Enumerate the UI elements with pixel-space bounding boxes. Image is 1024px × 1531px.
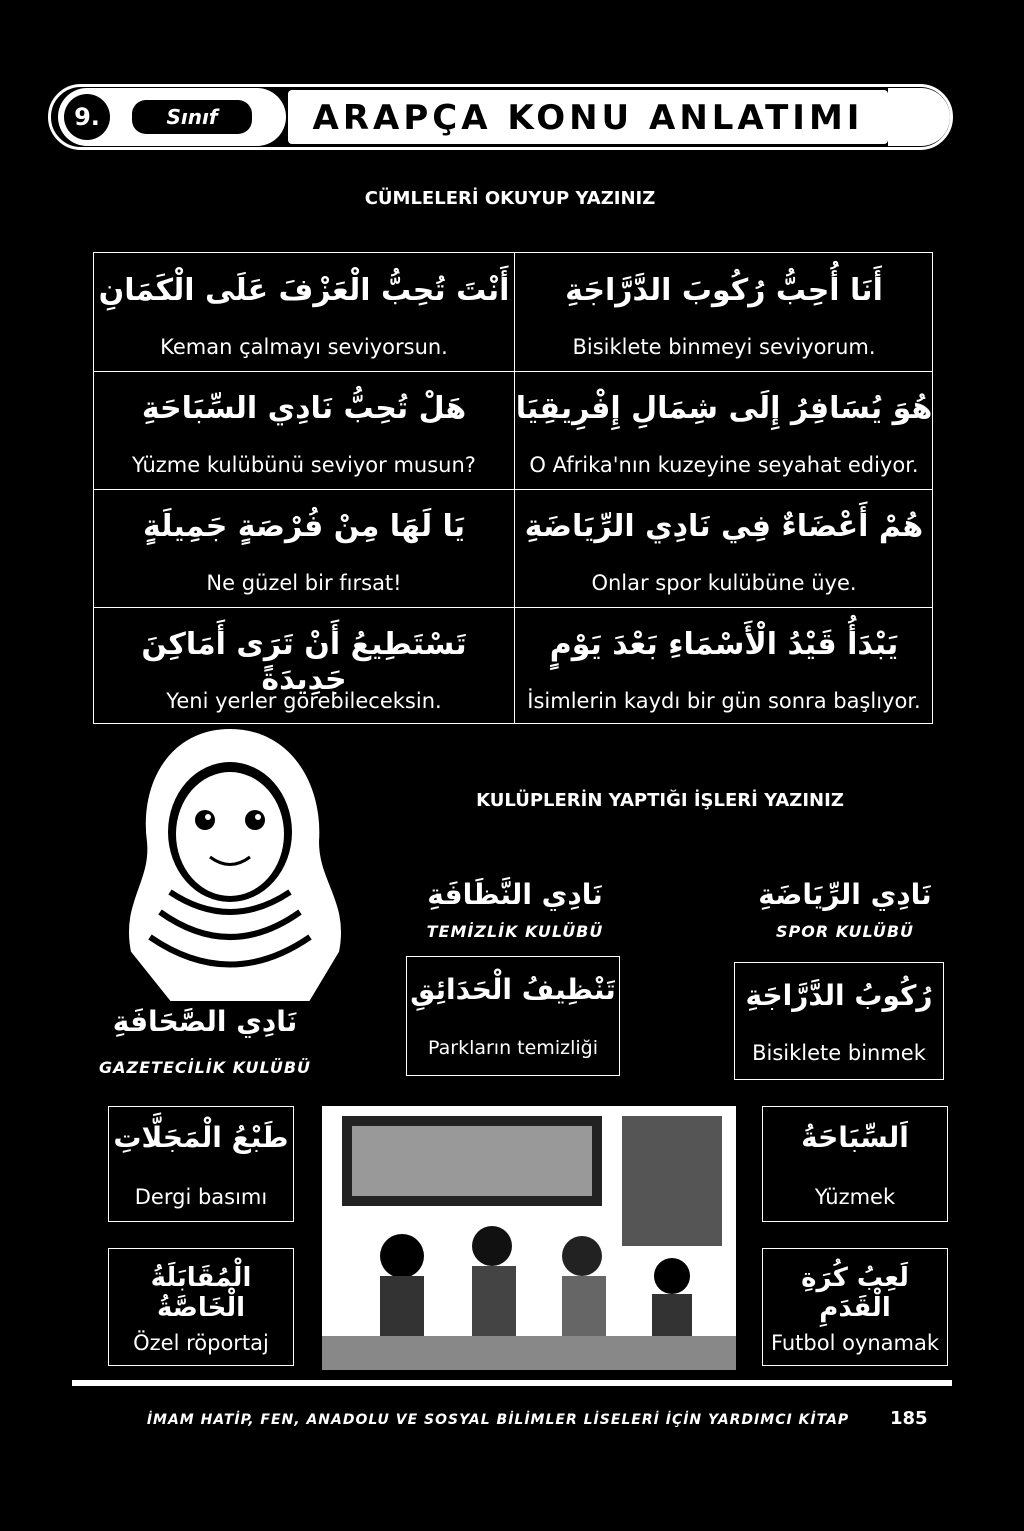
sentence-turkish: Yüzme kulübünü seviyor musun? [132, 453, 476, 477]
club-temizlik-turkish: TEMİZLİK KULÜBÜ [426, 922, 604, 941]
sentence-turkish: Ne güzel bir fırsat! [206, 571, 402, 595]
activity-box-futbol [762, 1248, 948, 1366]
activity-turkish: Yüzmek [814, 1185, 896, 1209]
activity-turkish: Parkların temizliği [428, 1037, 598, 1059]
banner-title: ARAPÇA KONU ANLATIMI [312, 98, 864, 138]
sentence-arabic: يَبْدَأُ قَيْدُ الْأَسْمَاءِ بَعْدَ يَوْمٍ [549, 627, 899, 662]
activity-arabic: لَعِبُ كُرَةِ الْقَدَمِ [801, 1263, 909, 1323]
activity-turkish: Futbol oynamak [770, 1331, 940, 1355]
club-gazetecilik-arabic: نَادِي الصَّحَافَةِ [112, 1005, 298, 1038]
section2-title: KULÜPLERİN YAPTIĞI İŞLERİ YAZINIZ [476, 790, 844, 811]
section1-title: CÜMLELERİ OKUYUP YAZINIZ [364, 188, 656, 209]
sentence-arabic: هَلْ تُحِبُّ نَادِي السِّبَاحَةِ [141, 391, 467, 426]
sentence-arabic: يَا لَهَا مِنْ فُرْصَةٍ جَمِيلَةٍ [142, 509, 466, 544]
sentence-arabic: هُمْ أَعْضَاءٌ فِي نَادِي الرِّيَاضَةِ [524, 509, 924, 544]
activity-box-dergi [108, 1106, 294, 1222]
sentence-turkish: İsimlerin kaydı bir gün sonra başlıyor. [527, 689, 921, 713]
activity-turkish: Dergi basımı [134, 1185, 268, 1209]
classroom-photo-drawing [322, 1106, 736, 1370]
sentence-turkish: O Afrika'nın kuzeyine seyahat ediyor. [529, 453, 919, 477]
footer-rule [72, 1380, 952, 1386]
activity-turkish: Bisiklete binmek [752, 1041, 926, 1065]
banner-cap [888, 88, 950, 146]
club-gazetecilik-turkish: GAZETECİLİK KULÜBÜ [98, 1058, 312, 1077]
activity-turkish: Özel röportaj [133, 1331, 269, 1355]
activity-arabic: تَنْظِيفُ الْحَدَائِقِ [410, 973, 616, 1006]
row-divider [94, 371, 932, 372]
activity-box-parklar [406, 956, 620, 1076]
activity-box-roportaj [108, 1248, 294, 1366]
sentence-table [93, 252, 933, 724]
girl-illustration [110, 722, 350, 1012]
sentence-turkish: Bisiklete binmeyi seviyorum. [572, 335, 876, 359]
club-temizlik-arabic: نَادِي النَّظَافَةِ [427, 878, 603, 911]
sentence-turkish: Onlar spor kulübüne üye. [591, 571, 857, 595]
sentence-arabic: هُوَ يُسَافِرُ إِلَى شِمَالِ إِفْرِيقِيَا [515, 391, 933, 426]
header-banner [48, 78, 958, 156]
activity-box-bisiklet [734, 962, 944, 1080]
badge-text: Sınıf [132, 100, 252, 134]
footer-text: İMAM HATİP, FEN, ANADOLU VE SOSYAL BİLİMLER LİSELERİ İÇİN YARDIMCI KİTAP [146, 1412, 850, 1428]
row-divider [94, 607, 932, 608]
activity-arabic: الْمُقَابَلَةُ الْخَاصَّةُ [150, 1263, 252, 1323]
activity-arabic: رُكُوبُ الدَّرَّاجَةِ [745, 979, 933, 1012]
sentence-arabic: تَسْتَطِيعُ أَنْ تَرَى أَمَاكِنَ جَدِيدَةً [141, 627, 467, 697]
activity-arabic: اَلسِّبَاحَةُ [801, 1121, 909, 1154]
sentence-arabic: أَنْتَ تُحِبُّ الْعَزْفَ عَلَى الْكَمَانِ [98, 273, 510, 308]
row-divider [94, 489, 932, 490]
club-spor-arabic: نَادِي الرِّيَاضَةِ [758, 878, 932, 911]
page-number: 185 [890, 1408, 928, 1429]
sentence-turkish: Keman çalmayı seviyorsun. [160, 335, 448, 359]
badge-number-circle: 9. [64, 94, 110, 140]
sentence-arabic: أَنَا أُحِبُّ رُكُوبَ الدَّرَّاجَةِ [565, 273, 883, 308]
classroom-photo [322, 1106, 736, 1370]
activity-arabic: طَبْعُ الْمَجَلَّاتِ [113, 1121, 289, 1154]
activity-box-yuzmek [762, 1106, 948, 1222]
grade-badge [58, 88, 286, 146]
club-spor-turkish: SPOR KULÜBÜ [775, 922, 915, 941]
sentence-turkish: Yeni yerler görebileceksin. [166, 689, 442, 713]
